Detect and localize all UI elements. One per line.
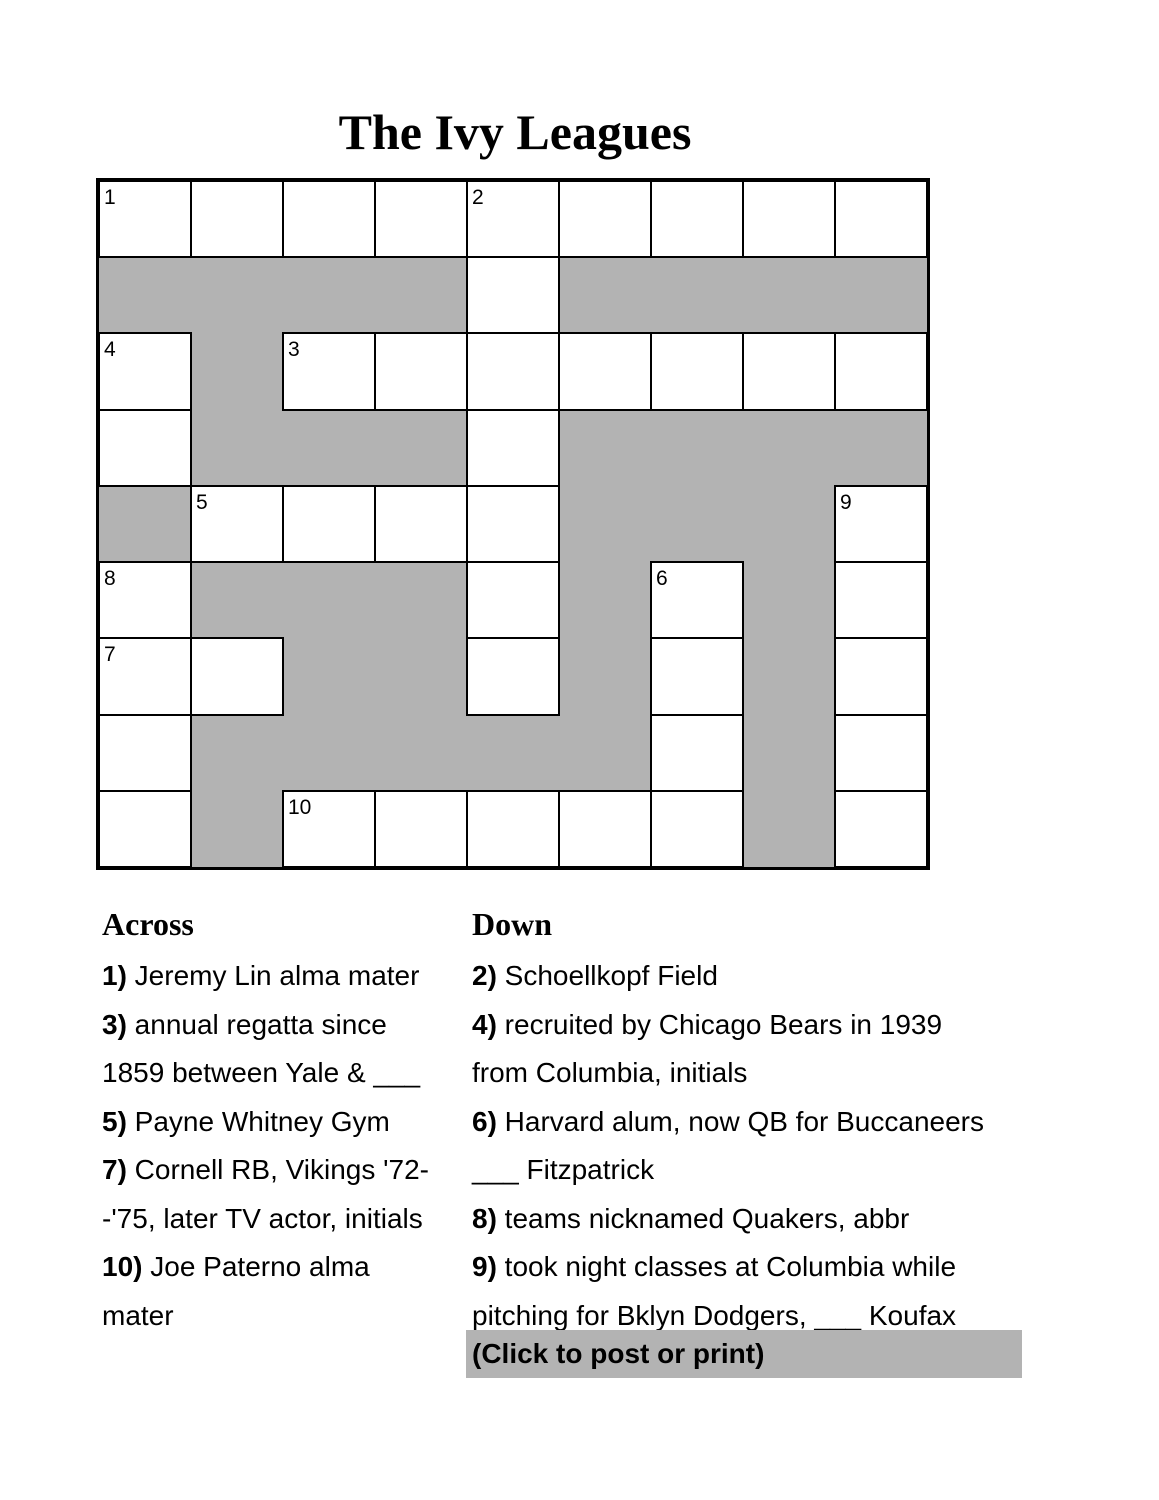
grid-cell[interactable] <box>282 332 376 410</box>
grid-cell[interactable] <box>834 561 928 639</box>
grid-cell[interactable] <box>834 714 928 792</box>
clue-number: 2) <box>472 960 497 991</box>
grid-cell[interactable] <box>282 180 376 258</box>
down-heading: Down <box>472 906 553 942</box>
grid-cell[interactable] <box>282 485 376 563</box>
clue-number: 8) <box>472 1202 497 1234</box>
clue-number: 1) <box>102 960 127 991</box>
grid-cell[interactable] <box>650 714 744 792</box>
grid-cell[interactable] <box>834 332 928 410</box>
down-clue-line <box>472 1243 1032 1292</box>
across-clues <box>102 904 462 1340</box>
grid-cell[interactable] <box>190 637 284 715</box>
grid-cell[interactable] <box>374 180 468 258</box>
clue-number: 8 <box>104 567 116 591</box>
grid-cell[interactable] <box>834 637 928 715</box>
clue-text: 1859 between Yale & ___ <box>102 1057 421 1088</box>
grid-cell[interactable] <box>558 332 652 410</box>
grid-cell[interactable] <box>466 332 560 410</box>
down-clue-line <box>472 1001 1032 1050</box>
clue-number: 7) <box>102 1154 127 1185</box>
post-or-print-button[interactable]: (Click to post or print) <box>466 1330 1022 1378</box>
across-clue-line <box>102 1195 462 1244</box>
grid-cell[interactable] <box>650 637 744 715</box>
grid-cell[interactable] <box>742 332 836 410</box>
grid-cell[interactable] <box>374 485 468 563</box>
down-clue-line <box>472 1049 1032 1098</box>
grid-cell[interactable] <box>98 637 192 715</box>
grid-cell[interactable] <box>282 790 376 868</box>
down-clue-line <box>472 1146 1032 1195</box>
clue-number: 4) <box>472 1008 497 1040</box>
clue-text: pitching for Bklyn Dodgers, ___ Koufax <box>472 1299 957 1331</box>
across-clue-line <box>102 1098 462 1147</box>
clue-number: 9 <box>840 490 852 514</box>
grid-cell[interactable] <box>834 485 928 563</box>
clue-text: annual regatta since <box>126 1008 387 1040</box>
clue-number: 2 <box>472 186 484 209</box>
grid-cell[interactable] <box>374 332 468 410</box>
clue-number: 6 <box>656 567 668 591</box>
grid-cell[interactable] <box>98 332 192 410</box>
grid-cell[interactable] <box>466 256 560 334</box>
across-clue-line <box>102 952 462 1001</box>
clue-text: took night classes at Columbia while <box>496 1251 957 1282</box>
grid-cell[interactable] <box>558 790 652 868</box>
across-clue-line <box>102 1001 462 1050</box>
clue-text: Joe Paterno alma <box>142 1251 370 1282</box>
clue-text: Jeremy Lin alma mater <box>126 960 420 991</box>
grid-cell[interactable] <box>374 790 468 868</box>
clue-number: 5) <box>102 1105 127 1137</box>
clue-text: Cornell RB, Vikings '72- <box>126 1154 429 1185</box>
grid-cell[interactable] <box>466 637 560 715</box>
clue-text: teams nicknamed Quakers, abbr <box>496 1202 910 1234</box>
grid-cell[interactable] <box>466 485 560 563</box>
across-clue-line <box>102 1049 462 1098</box>
grid-cell[interactable] <box>98 714 192 792</box>
grid-cell[interactable] <box>650 790 744 868</box>
grid-cell[interactable] <box>466 561 560 639</box>
grid-cell[interactable] <box>466 180 560 258</box>
clue-text: ___ Fitzpatrick <box>472 1154 655 1185</box>
clue-text: mater <box>102 1299 174 1331</box>
grid-cell[interactable] <box>834 790 928 868</box>
clue-number: 3 <box>288 338 300 362</box>
grid-cell[interactable] <box>834 180 928 258</box>
clue-number: 9) <box>472 1251 497 1282</box>
down-clues <box>472 904 1032 1340</box>
across-heading: Across <box>102 906 194 942</box>
grid-cell[interactable] <box>98 409 192 487</box>
grid-cell[interactable] <box>98 790 192 868</box>
across-clue-line <box>102 1292 462 1341</box>
grid-cell[interactable] <box>466 409 560 487</box>
clue-text: Schoellkopf Field <box>496 960 718 991</box>
down-clue-line <box>472 1098 1032 1147</box>
clue-text: Payne Whitney Gym <box>126 1105 390 1137</box>
grid-cell[interactable] <box>742 180 836 258</box>
clue-text: recruited by Chicago Bears in 1939 <box>496 1008 943 1040</box>
grid-cell[interactable] <box>558 180 652 258</box>
down-clue-line <box>472 1195 1032 1244</box>
clue-text: from Columbia, initials <box>472 1057 748 1088</box>
clue-number: 1 <box>104 186 116 209</box>
clue-number: 4 <box>104 338 116 362</box>
across-clue-line <box>102 1243 462 1292</box>
grid-cell[interactable] <box>98 561 192 639</box>
down-clue-line <box>472 952 1032 1001</box>
puzzle-title: The Ivy Leagues <box>338 104 692 160</box>
grid-cell[interactable] <box>466 790 560 868</box>
clue-text: -'75, later TV actor, initials <box>102 1202 423 1234</box>
clue-number: 6) <box>472 1105 497 1137</box>
clue-number: 10 <box>288 795 312 819</box>
crossword-grid <box>96 178 930 870</box>
grid-cell[interactable] <box>650 561 744 639</box>
grid-cell[interactable] <box>650 180 744 258</box>
grid-cell[interactable] <box>98 180 192 258</box>
grid-cell[interactable] <box>190 180 284 258</box>
clue-number: 5 <box>196 490 208 514</box>
clue-number: 10) <box>102 1251 143 1282</box>
clue-number: 3) <box>102 1008 127 1040</box>
grid-cell[interactable] <box>190 485 284 563</box>
grid-cell[interactable] <box>650 332 744 410</box>
across-clue-line <box>102 1146 462 1195</box>
clue-text: Harvard alum, now QB for Buccaneers <box>496 1105 984 1137</box>
clue-number: 7 <box>104 643 116 667</box>
